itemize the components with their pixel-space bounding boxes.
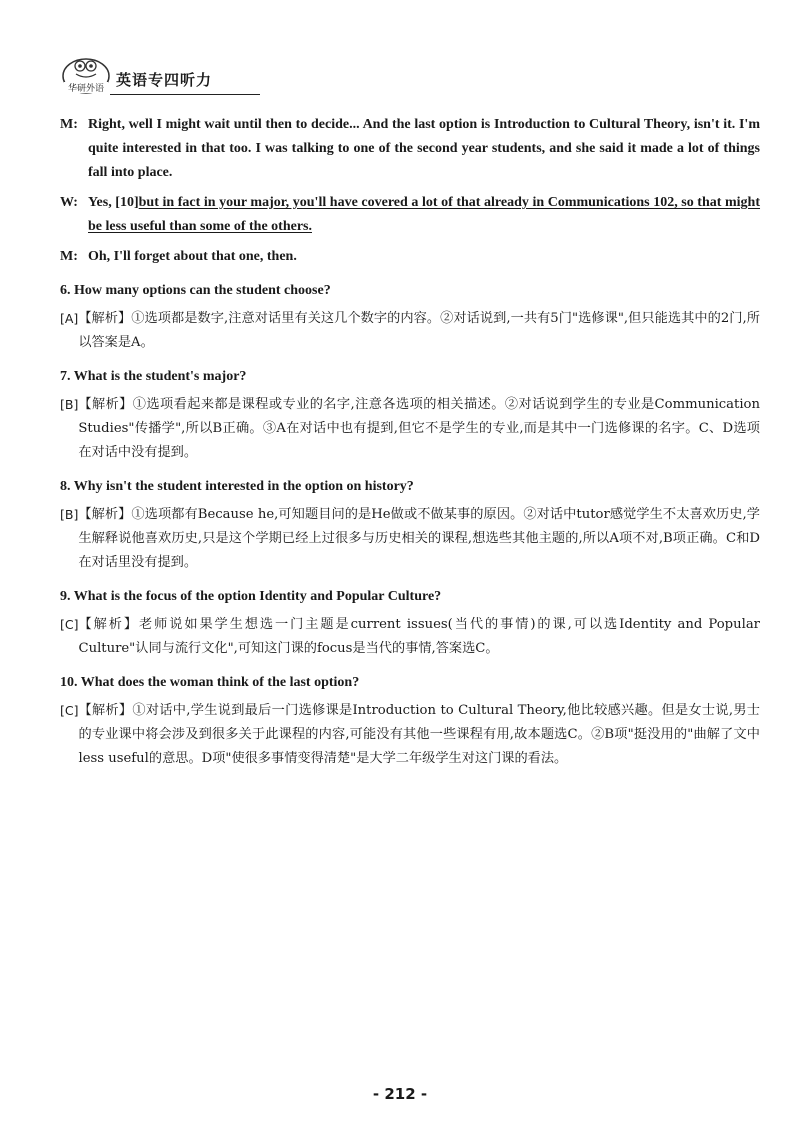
- question-title: 7. What is the student's major?: [60, 369, 247, 384]
- page-number: - 212 -: [372, 1085, 428, 1103]
- answer-analysis: [60, 393, 760, 465]
- page-header: [60, 52, 212, 96]
- question-title: 8. Why isn't the student interested in the option on history?: [60, 479, 414, 494]
- analysis-text: 【解析】老师说如果学生想选一门主题是current issues(当代的事情)的课,可以选Identity and Popular Culture"认同与流行文化",可知这门课的focus是当代的事情,答案选C。: [78, 617, 760, 656]
- speaker-label: M:: [60, 249, 78, 264]
- page-content: [60, 113, 760, 773]
- answer-key: [B]: [60, 507, 79, 522]
- svg-text:华研外语: 华研外语: [67, 84, 105, 94]
- analysis-text: 【解析】①选项看起来都是课程或专业的名字,注意各选项的相关描述。②对话说到学生的专业是Communication Studies"传播学",所以B正确。③A在对话中也有提到,但它不是学生的专业,而是其中一门选修课的名字。C、D选项在对话中没有提到。: [78, 397, 760, 460]
- question-title: 9. What is the focus of the option Identity and Popular Culture?: [60, 589, 442, 604]
- header-rule: [110, 94, 260, 95]
- dialogue-text: Right, well I might wait until then to decide... And the last option is Introduction to Cultural Theory, isn't it. I'm quite interested in that too. I was talking to one of the second year students, and she said it made a lot of things fall into place.: [88, 117, 760, 180]
- underlined-answer-text: but in fact in your major, you'll have covered a lot of that already in Communications 102, so that might be less useful than some of the others.: [88, 195, 761, 234]
- dialogue-line: [60, 245, 760, 269]
- answer-analysis: [60, 699, 760, 771]
- dialogue-text: Oh, I'll forget about that one, then.: [88, 249, 297, 264]
- question-title: 10. What does the woman think of the last option?: [60, 675, 360, 690]
- speaker-label: M:: [60, 117, 78, 132]
- dialogue-prefix: Yes, [10]: [88, 195, 139, 210]
- answer-analysis: [60, 613, 760, 661]
- answer-key: [C]: [60, 617, 79, 632]
- answer-key: [A]: [60, 311, 79, 326]
- question-title: 6. How many options can the student choose?: [60, 283, 331, 298]
- answer-analysis: [60, 307, 760, 355]
- dialogue-line: [60, 113, 760, 185]
- answer-analysis: [60, 503, 760, 575]
- answer-key: [B]: [60, 397, 79, 412]
- speaker-label: W:: [60, 195, 78, 210]
- dialogue-line: [60, 191, 760, 239]
- book-title: 英语专四听力: [116, 71, 213, 89]
- analysis-text: 【解析】①对话中,学生说到最后一门选修课是Introduction to Cultural Theory,他比较感兴趣。但是女士说,男士的专业课中将会涉及到很多关于此课程的内容,可能没有其他一些课程有用,故本题选C。②B项"挺没用的"曲解了文中less useful的意思。D项"使很多事情变得清楚"是大学二年级学生对这门课的看法。: [78, 703, 760, 766]
- analysis-text: 【解析】①选项都是数字,注意对话里有关这几个数字的内容。②对话说到,一共有5门"选修课",但只能选其中的2门,所以答案是A。: [78, 311, 760, 350]
- publisher-logo-icon: [60, 52, 112, 96]
- analysis-text: 【解析】①选项都有Because he,可知题目问的是He做或不做某事的原因。②对话中tutor感觉学生不太喜欢历史,学生解释说他喜欢历史,只是这个学期已经上过很多与历史相关的课程,想选些其他主题的,所以A项不对,B项正确。C和D在对话里没有提到。: [78, 507, 760, 570]
- answer-key: [C]: [60, 703, 79, 718]
- dialogue-text: [88, 191, 760, 239]
